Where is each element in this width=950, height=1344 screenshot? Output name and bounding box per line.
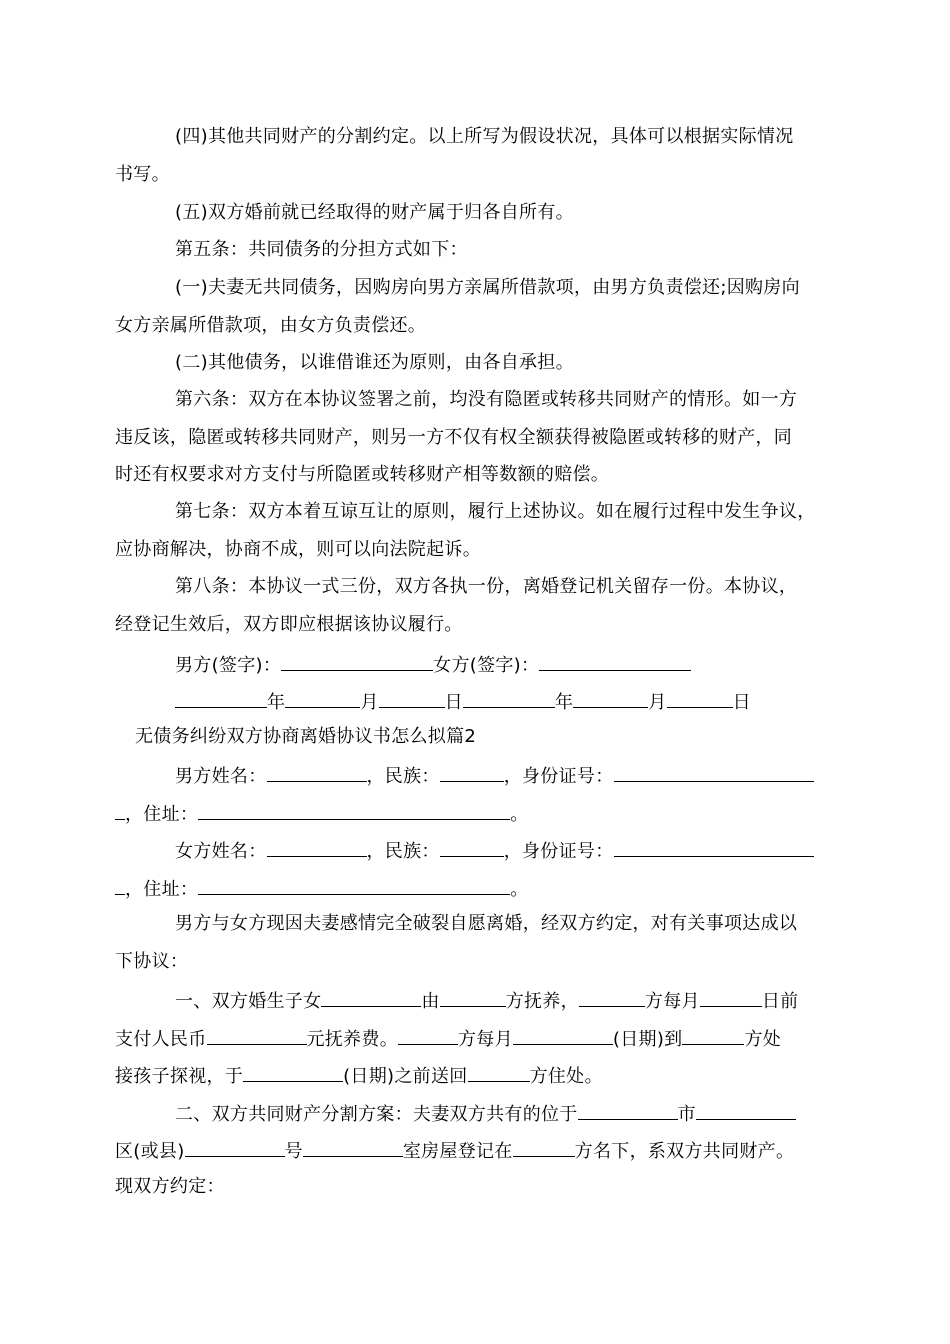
section-heading: 无债务纠纷双方协商离婚协议书怎么拟篇2 (135, 726, 477, 747)
female-sign-label: 女方(签字)： (433, 655, 540, 676)
male-signature-blank[interactable] (281, 651, 433, 671)
day-blank[interactable] (379, 688, 445, 708)
child-blank[interactable] (321, 987, 421, 1007)
year-blank[interactable] (175, 688, 267, 708)
male-sign-label: 男方(签字)： (175, 655, 282, 676)
address-label: ，住址： (125, 804, 199, 825)
female-ethnic-blank[interactable] (440, 837, 504, 857)
pay-day-blank[interactable] (700, 987, 762, 1007)
clause-two-line1 (175, 1100, 796, 1127)
clause-text: 接孩子探视，于 (115, 1066, 244, 1087)
year-blank[interactable] (463, 688, 555, 708)
paragraph-line: 第八条：本协议一式三份，双方各执一份，离婚登记机关留存一份。本协议， (175, 576, 798, 597)
clause-text: 元抚养费。 (306, 1029, 398, 1050)
ethnic-label: ，民族： (366, 841, 440, 862)
month-blank[interactable] (573, 688, 648, 708)
date-row (175, 688, 751, 715)
clause-one-line1 (175, 987, 798, 1014)
clause-text: 二、双方共同财产分割方案：夫妻双方共有的位于 (175, 1104, 578, 1125)
female-name-label: 女方姓名： (175, 841, 267, 862)
female-address-row (115, 875, 529, 902)
paragraph-line: 书写。 (115, 164, 170, 185)
year-label: 年 (554, 692, 574, 713)
period: 。 (510, 879, 529, 900)
clause-text: 一、双方婚生子女 (175, 991, 322, 1012)
clause-text: 方处 (744, 1029, 782, 1050)
month-label: 月 (648, 692, 667, 713)
clause-text: 方名下，系双方共同财产。 (574, 1141, 795, 1162)
clause-text: 区(或县) (115, 1141, 185, 1162)
article-heading: 第五条：共同债务的分担方式如下： (175, 239, 468, 260)
clause-text: 号 (284, 1141, 303, 1162)
paragraph-line: (二)其他债务，以谁借谁还为原则，由各自承担。 (175, 352, 574, 373)
month-label: 月 (360, 692, 379, 713)
paragraph-line: 男方与女方现因夫妻感情完全破裂自愿离婚，经双方约定，对有关事项达成以 (175, 913, 798, 934)
paragraph-line: 第六条：双方在本协议签署之前，均没有隐匿或转移共同财产的情形。如一方 (175, 389, 798, 410)
male-name-blank[interactable] (267, 762, 367, 782)
visit-date-blank[interactable] (513, 1025, 613, 1045)
clause-text: 方住处。 (529, 1066, 603, 1087)
female-name-blank[interactable] (267, 837, 367, 857)
paragraph-line: 时还有权要求对方支付与所隐匿或转移财产相等数额的赔偿。 (115, 464, 610, 485)
month-blank[interactable] (285, 688, 360, 708)
id-label: ，身份证号： (503, 766, 614, 787)
clause-text: 方抚养， (505, 991, 579, 1012)
room-blank[interactable] (303, 1137, 403, 1157)
clause-text: 日前 (761, 991, 799, 1012)
clause-one-line2 (115, 1025, 781, 1052)
male-address-blank[interactable] (198, 800, 510, 820)
paragraph-line: 经登记生效后，双方即应根据该协议履行。 (115, 614, 463, 635)
clause-text: 支付人民币 (115, 1029, 207, 1050)
paragraph-line: 第七条：双方本着互谅互让的原则，履行上述协议。如在履行过程中发生争议， (175, 501, 816, 522)
clause-two-line2 (115, 1137, 794, 1164)
clause-text: (日期)之前送回 (343, 1066, 468, 1087)
female-address-blank[interactable] (198, 875, 510, 895)
day-label: 日 (732, 692, 751, 713)
paragraph-line: (五)双方婚前就已经取得的财产属于归各自所有。 (175, 202, 574, 223)
period: 。 (510, 804, 529, 825)
id-label: ，身份证号： (503, 841, 614, 862)
payer-blank[interactable] (579, 987, 645, 1007)
female-info-row (175, 837, 814, 864)
street-no-blank[interactable] (185, 1137, 285, 1157)
day-blank[interactable] (667, 688, 733, 708)
return-party-blank[interactable] (468, 1062, 530, 1082)
signature-row (175, 651, 691, 678)
address-label: ，住址： (125, 879, 199, 900)
custody-party-blank[interactable] (440, 987, 506, 1007)
male-id-blank-cont[interactable] (115, 800, 125, 820)
visitor-blank[interactable] (398, 1025, 458, 1045)
city-blank[interactable] (578, 1100, 678, 1120)
clause-text: (日期)到 (612, 1029, 683, 1050)
paragraph-line: 违反该，隐匿或转移共同财产，则另一方不仅有权全额获得被隐匿或转移的财产，同 (115, 427, 793, 448)
day-label: 日 (444, 692, 463, 713)
paragraph-line: 女方亲属所借款项，由女方负责偿还。 (115, 315, 427, 336)
clause-text: 方每月 (458, 1029, 513, 1050)
clause-text: 室房屋登记在 (402, 1141, 513, 1162)
paragraph-line: (四)其他共同财产的分割约定。以上所写为假设状况，具体可以根据实际情况 (175, 126, 794, 147)
visit-place-blank[interactable] (682, 1025, 744, 1045)
clause-text: 市 (677, 1104, 696, 1125)
year-label: 年 (267, 692, 286, 713)
return-date-blank[interactable] (243, 1062, 343, 1082)
amount-blank[interactable] (207, 1025, 307, 1045)
district-blank[interactable] (696, 1100, 796, 1120)
clause-text: 由 (421, 991, 440, 1012)
male-info-row (175, 762, 814, 789)
male-ethnic-blank[interactable] (440, 762, 504, 782)
paragraph-line: 应协商解决，协商不成，则可以向法院起诉。 (115, 539, 481, 560)
male-name-label: 男方姓名： (175, 766, 267, 787)
paragraph-line: 现双方约定： (115, 1176, 225, 1197)
paragraph-line: (一)夫妻无共同债务，因购房向男方亲属所借款项，由男方负责偿还;因购房向 (175, 277, 800, 298)
female-id-blank-cont[interactable] (115, 875, 125, 895)
paragraph-line: 下协议： (115, 951, 189, 972)
female-signature-blank[interactable] (539, 651, 691, 671)
clause-one-line3 (115, 1062, 603, 1089)
owner-blank[interactable] (513, 1137, 575, 1157)
clause-text: 方每月 (644, 991, 700, 1012)
male-id-blank[interactable] (614, 762, 814, 782)
male-address-row (115, 800, 529, 827)
female-id-blank[interactable] (614, 837, 814, 857)
ethnic-label: ，民族： (366, 766, 440, 787)
